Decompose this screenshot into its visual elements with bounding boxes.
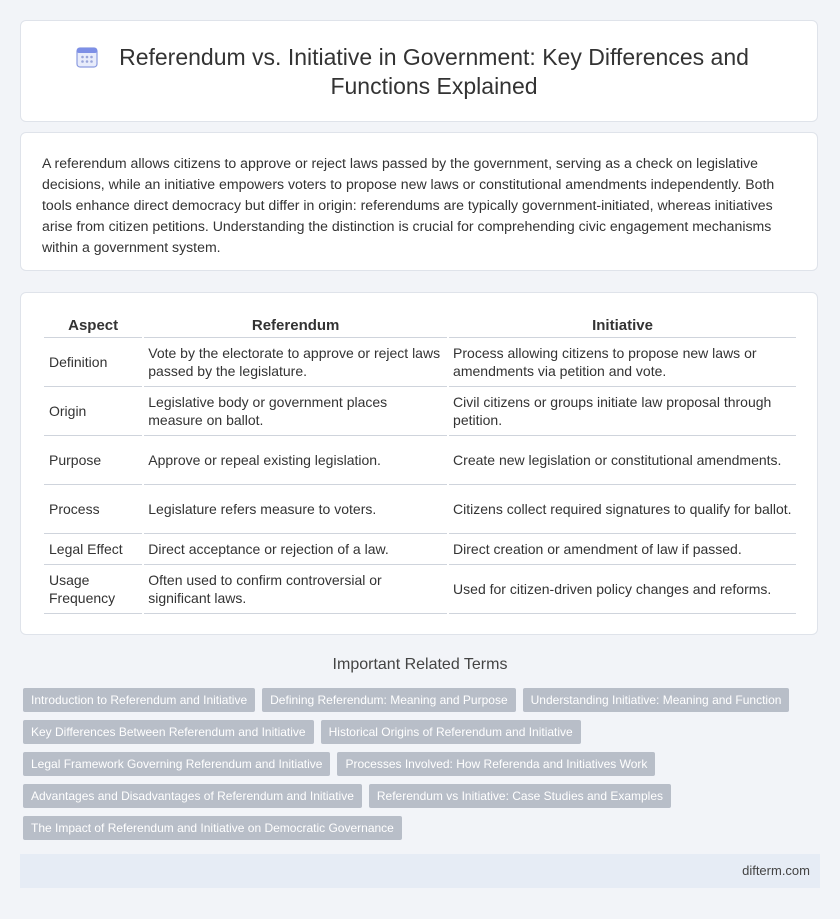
table-cell: Legal Effect: [44, 534, 142, 565]
table-cell: Origin: [44, 387, 142, 436]
table-cell: Purpose: [44, 436, 142, 485]
related-term-link[interactable]: Introduction to Referendum and Initiative: [23, 688, 255, 712]
footer: [20, 854, 820, 888]
related-term-link[interactable]: Defining Referendum: Meaning and Purpose: [262, 688, 515, 712]
table-cell: Legislative body or government places measure on ballot.: [144, 387, 447, 436]
intro-paragraph: A referendum allows citizens to approve or reject laws passed by the government, serving as a check on legislative decisions, while an initiative empowers voters to propose new laws or constitutional amendments independently. Both tools enhance direct democracy but differ in origin: referendums are typically government-initiated, whereas initiatives arise from citizen petitions. Understanding the distinction is crucial for comprehending civic engagement mechanisms within a government system.: [42, 155, 775, 255]
table-cell: Civil citizens or groups initiate law proposal through petition.: [449, 387, 796, 436]
related-term-link[interactable]: Processes Involved: How Referenda and Initiatives Work: [337, 752, 655, 776]
intro-card: [20, 132, 818, 271]
related-term-link[interactable]: Legal Framework Governing Referendum and Initiative: [23, 752, 330, 776]
comparison-card: [20, 292, 818, 635]
table-cell: Usage Frequency: [44, 565, 142, 614]
table-row: [44, 485, 796, 534]
table-cell: Often used to confirm controversial or significant laws.: [144, 565, 447, 614]
table-header: Aspect: [44, 315, 142, 338]
table-cell: Create new legislation or constitutional amendments.: [449, 436, 796, 485]
title-card: [20, 20, 818, 122]
site-name[interactable]: difterm.com: [742, 863, 810, 878]
table-header: Initiative: [449, 315, 796, 338]
table-cell: Direct acceptance or rejection of a law.: [144, 534, 447, 565]
table-cell: Definition: [44, 338, 142, 387]
related-term-link[interactable]: Historical Origins of Referendum and Initiative: [321, 720, 581, 744]
table-row: [44, 534, 796, 565]
related-term-link[interactable]: Understanding Initiative: Meaning and Function: [523, 688, 790, 712]
table-cell: Legislature refers measure to voters.: [144, 485, 447, 534]
related-term-link[interactable]: Referendum vs Initiative: Case Studies and Examples: [369, 784, 671, 808]
table-row: [44, 387, 796, 436]
related-term-link[interactable]: Key Differences Between Referendum and Initiative: [23, 720, 314, 744]
table-cell: Vote by the electorate to approve or reject laws passed by the legislature.: [144, 338, 447, 387]
table-cell: Process allowing citizens to propose new laws or amendments via petition and vote.: [449, 338, 796, 387]
related-terms-heading: Important Related Terms: [332, 656, 508, 673]
table-row: [44, 338, 796, 387]
table-cell: Direct creation or amendment of law if passed.: [449, 534, 796, 565]
table-cell: Process: [44, 485, 142, 534]
related-term-link[interactable]: Advantages and Disadvantages of Referendum and Initiative: [23, 784, 362, 808]
table-header-row: [44, 315, 796, 338]
table-cell: Citizens collect required signatures to qualify for ballot.: [449, 485, 796, 534]
table-cell: Used for citizen-driven policy changes and reforms.: [449, 565, 796, 614]
comparison-table: [42, 315, 798, 614]
page-title: Referendum vs. Initiative in Government: Key Differences and Functions Explained: [119, 44, 749, 99]
table-header: Referendum: [144, 315, 447, 338]
related-term-link[interactable]: The Impact of Referendum and Initiative on Democratic Governance: [23, 816, 402, 840]
related-terms-list: [23, 688, 803, 848]
table-row: [44, 436, 796, 485]
table-row: [44, 565, 796, 614]
table-cell: Approve or repeal existing legislation.: [144, 436, 447, 485]
